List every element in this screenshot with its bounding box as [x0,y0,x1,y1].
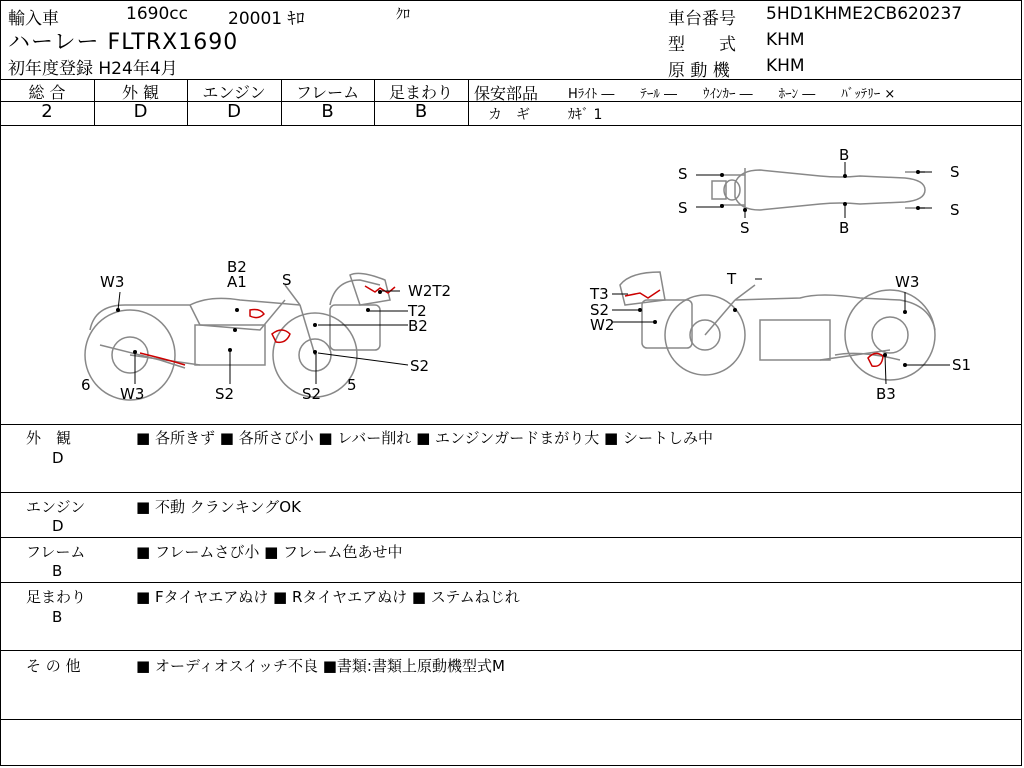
top-label-s3: S [740,219,750,237]
damage-marks [140,286,883,366]
left-label-6: 6 [81,376,91,394]
left-label-s2-bottom1: S2 [215,385,235,403]
notes-top [0,424,1022,425]
left-label-w2t2: W2T2 [408,282,452,300]
right-label-b3: B3 [876,385,896,403]
note-text-other: ■ オーディオスイッチ不良 ■書類:書類上原動機型式M [136,657,505,675]
note-grade-exterior: D [52,449,64,467]
notes-divider [0,650,1022,651]
right-side-bike [620,272,935,380]
right-label-w3: W3 [895,273,920,291]
key-label: カ ギ [488,107,530,123]
note-text-engine: ■ 不動 クランキングOK [136,498,301,516]
model-name: ハーレー FLTRX1690 [8,30,239,55]
top-label-s2: S [678,199,688,217]
type-label: 型 式 [668,35,736,55]
note-text-exterior: ■ 各所きず ■ 各所さび小 ■ レバー削れ ■ エンジンガードまがり大 ■ シートしみ中 [136,429,713,447]
note-grade-frame: B [52,562,63,580]
engine-label: 原 動 機 [668,61,730,81]
left-label-s2-right: S2 [410,357,430,375]
key-value: ｶｷﾞ 1 [568,107,603,123]
note-title-frame: フレーム [26,543,86,561]
grade-divider [468,79,469,125]
import-label: 輸入車 [8,9,59,29]
engine-value: KHM [766,56,805,76]
note-title-other: そ の 他 [26,657,81,675]
top-label-s4: S [950,163,960,181]
left-label-t2: T2 [408,302,427,320]
left-label-5: 5 [347,376,357,394]
type-value: KHM [766,30,805,50]
right-label-s1: S1 [952,356,972,374]
grade-value-exterior: D [133,101,148,122]
grade-header-suspension: 足まわり [388,83,453,102]
safety-label: 保安部品 [474,84,539,103]
frame-no: 5HD1KHME2CB620237 [766,4,963,24]
first-registration: 初年度登録 H24年4月 [8,59,178,79]
notes-divider [0,492,1022,493]
note-title-suspension: 足まわり [26,588,87,606]
left-label-s-mirror: S [282,271,292,289]
motorcycle-diagram [0,126,1022,424]
right-label-w2: W2 [590,316,615,334]
notes-divider [0,537,1022,538]
note-title-exterior: 外 観 [26,429,72,447]
top-label-b-bottom: B [839,219,850,237]
left-side-bike [85,273,390,400]
displacement: 1690cc [126,4,188,24]
note-title-engine: エンジン [26,498,86,516]
grade-header-exterior: 外 観 [121,83,160,102]
grade-header-frame: フレーム [295,83,360,102]
note-text-frame: ■ フレームさび小 ■ フレーム色あせ中 [136,543,403,561]
left-label-w3-top: W3 [100,273,125,291]
left-label-b2-top: B2 [227,258,247,276]
safety-items: Hﾗｲﾄ ― ﾃｰﾙ ― ｳｲﾝｶｰ ― ﾎｰﾝ ― ﾊﾞｯﾃﾘｰ × [568,87,896,102]
right-label-t3: T3 [590,285,609,303]
left-label-w3-bottom: W3 [120,385,145,403]
left-label-a1: A1 [227,273,247,291]
color: ｸﾛ [396,7,410,23]
top-view-bike [712,168,925,212]
notes-bottom [0,719,1022,720]
top-label-s1: S [678,165,688,183]
top-label-s5: S [950,201,960,219]
grade-header-engine: エンジン [202,83,266,102]
grade-value-overall: 2 [41,101,53,122]
left-label-s2-bottom2: S2 [302,385,322,403]
frame-no-label: 車台番号 [668,9,736,29]
left-label-b2-right: B2 [408,317,428,335]
right-label-s2: S2 [590,301,610,319]
note-text-suspension: ■ Fタイヤエアぬけ ■ Rタイヤエアぬけ ■ ステムねじれ [136,588,520,606]
grade-header-overall: 総 合 [28,83,66,102]
note-grade-engine: D [52,517,64,535]
grade-value-suspension: B [414,101,428,122]
grade-value-engine: D [227,101,241,122]
mileage: 20001 ｷﾛ [228,9,305,29]
grade-value-frame: B [321,101,334,122]
right-label-t: T [727,270,737,288]
top-label-b-top: B [839,146,850,164]
notes-divider [0,582,1022,583]
note-grade-suspension: B [52,608,63,626]
